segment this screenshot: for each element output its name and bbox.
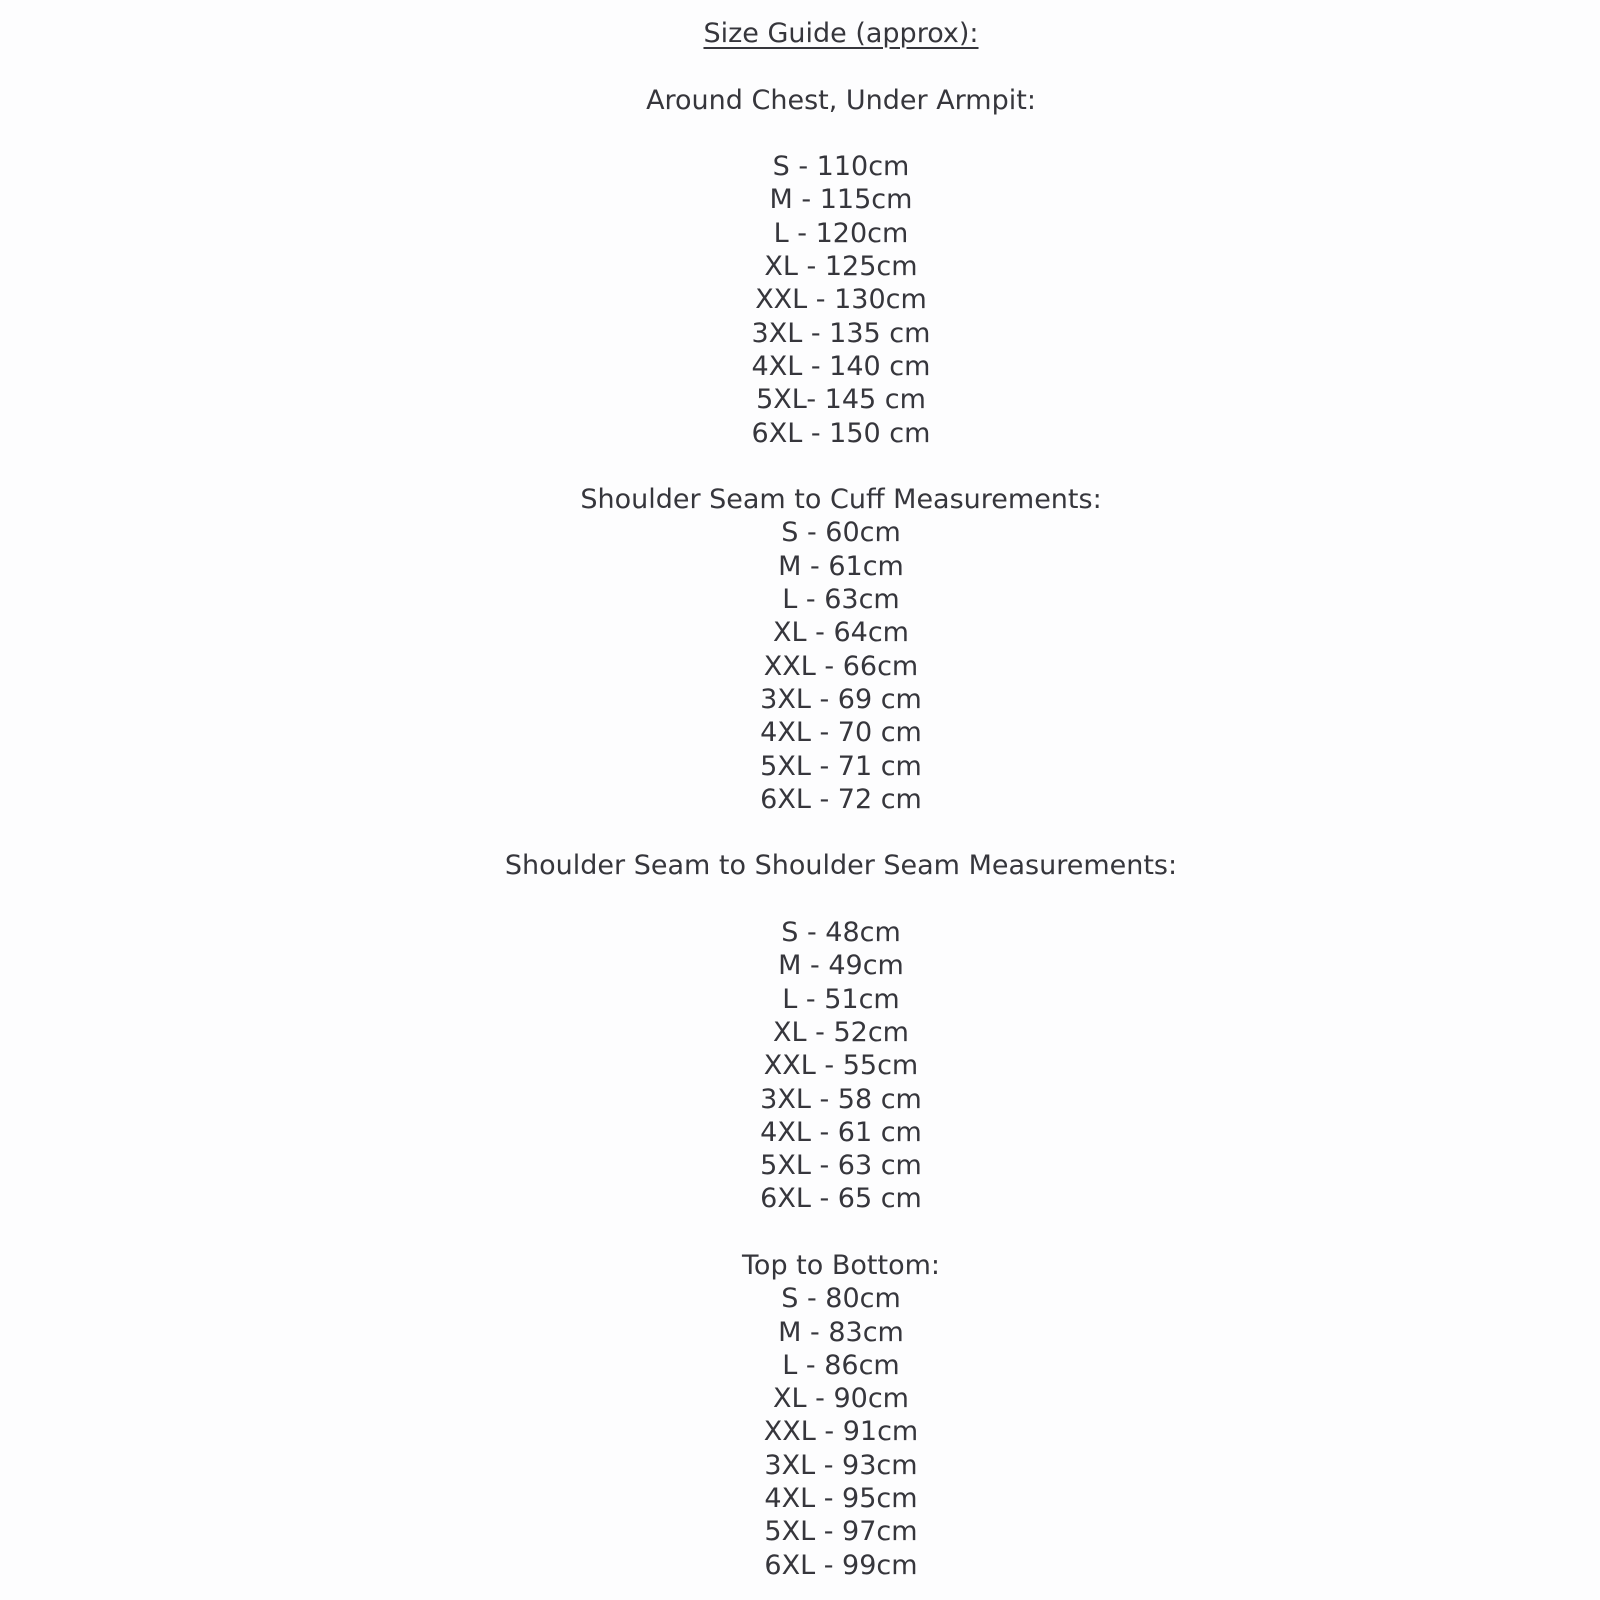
section-shoulder-to-shoulder [82, 849, 1600, 1215]
size-row: 3XL - 93cm [764, 1449, 918, 1481]
size-row: 4XL - 70 cm [760, 717, 922, 749]
size-row: XL - 125cm [764, 251, 918, 283]
section-top-to-bottom [82, 1249, 1600, 1582]
size-row: 3XL - 69 cm [760, 683, 922, 715]
size-row: XXL - 55cm [763, 1050, 919, 1082]
size-row: M - 115cm [769, 184, 913, 216]
size-row: S - 60cm [781, 517, 901, 549]
size-row: 5XL - 63 cm [760, 1150, 922, 1182]
section-around-chest [82, 84, 1600, 450]
size-row: 3XL - 58 cm [760, 1083, 922, 1115]
size-row: 6XL - 99cm [764, 1549, 918, 1581]
size-row: S - 110cm [772, 151, 910, 183]
spacer [82, 117, 1600, 150]
size-row: M - 83cm [778, 1316, 904, 1348]
section-heading: Shoulder Seam to Cuff Measurements: [580, 484, 1102, 516]
spacer [82, 450, 1600, 483]
size-row: XL - 90cm [773, 1383, 909, 1415]
size-row: 6XL - 65 cm [760, 1183, 922, 1215]
spacer [82, 1216, 1600, 1249]
size-row: 6XL - 72 cm [760, 783, 922, 815]
size-row: L - 63cm [782, 584, 900, 616]
size-row: XL - 52cm [773, 1016, 909, 1048]
size-row: XXL - 66cm [763, 650, 919, 682]
size-row: L - 51cm [782, 983, 900, 1015]
spacer [82, 883, 1600, 916]
size-row: 5XL- 145 cm [756, 384, 926, 416]
section-shoulder-to-cuff [82, 483, 1600, 816]
size-row: S - 48cm [781, 917, 901, 949]
section-heading: Around Chest, Under Armpit: [646, 84, 1036, 116]
size-row: XL - 64cm [773, 617, 909, 649]
size-row: 5XL - 97cm [764, 1516, 918, 1548]
size-row: 6XL - 150 cm [751, 417, 931, 449]
size-row: 3XL - 135 cm [751, 317, 931, 349]
size-row: XXL - 130cm [755, 284, 927, 316]
section-heading: Top to Bottom: [742, 1249, 940, 1281]
size-row: M - 61cm [778, 550, 904, 582]
size-row: 5XL - 71 cm [760, 750, 922, 782]
size-row: 4XL - 61 cm [760, 1116, 922, 1148]
size-row: XXL - 91cm [763, 1416, 919, 1448]
spacer [82, 816, 1600, 849]
spacer [82, 50, 1600, 83]
size-row: 4XL - 140 cm [751, 350, 931, 382]
size-row: M - 49cm [778, 950, 904, 982]
size-row: S - 80cm [781, 1283, 901, 1315]
size-row: L - 120cm [773, 217, 909, 249]
size-row: L - 86cm [782, 1349, 900, 1381]
size-row: 4XL - 95cm [764, 1483, 918, 1515]
page-title: Size Guide (approx): [703, 18, 979, 49]
section-heading: Shoulder Seam to Shoulder Seam Measurements: [504, 850, 1178, 882]
